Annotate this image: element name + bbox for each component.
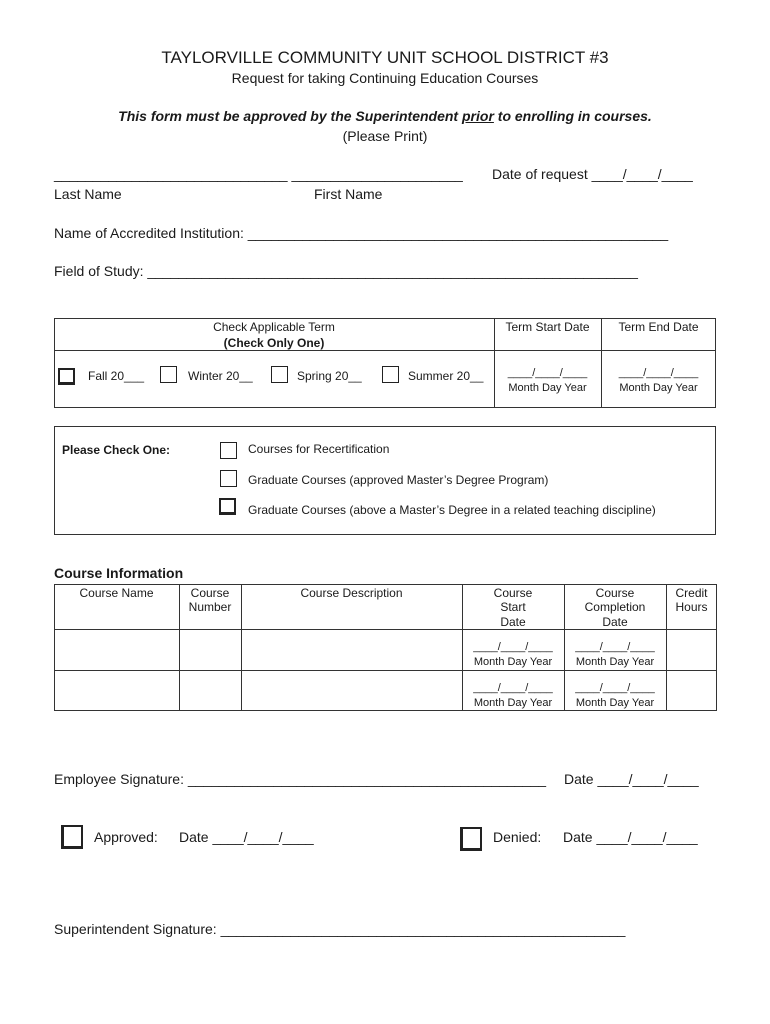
approval-notice: This form must be approved by the Superintendent prior to enrolling in courses.: [118, 108, 652, 124]
col-course-name: Course Name: [79, 586, 154, 600]
date-of-request-field[interactable]: Date of request ____/____/____: [492, 166, 693, 182]
please-check-one-label: Please Check One:: [62, 443, 171, 457]
print-note: (Please Print): [342, 128, 428, 144]
spring-label: Spring 20__: [297, 369, 362, 383]
fall-checkbox[interactable]: [58, 368, 75, 385]
graduate-masters-label: Graduate Courses (approved Master’s Degree Program): [248, 473, 549, 487]
winter-checkbox[interactable]: [160, 366, 177, 383]
term-end-date-caption: Month Day Year: [619, 382, 698, 394]
institution-field[interactable]: Name of Accredited Institution: ______________________________________________________: [54, 225, 669, 241]
graduate-above-masters-checkbox[interactable]: [219, 498, 236, 515]
first-name-label: First Name: [314, 186, 383, 202]
approved-label: Approved:: [94, 829, 158, 845]
col-course-description: Course Description: [300, 586, 403, 600]
graduate-masters-checkbox[interactable]: [220, 470, 237, 487]
denied-checkbox[interactable]: [460, 827, 482, 851]
col-course-start-2: Start: [500, 600, 526, 614]
graduate-above-masters-label: Graduate Courses (above a Master’s Degree in a related teaching discipline): [248, 503, 656, 517]
col-course-number-1: Course: [190, 586, 230, 600]
course-completion-date-caption: Month Day Year: [575, 697, 655, 709]
col-course-completion-3: Date: [602, 615, 628, 629]
fall-label: Fall 20___: [88, 369, 145, 383]
col-course-completion-2: Completion: [584, 600, 646, 614]
denied-date-field[interactable]: Date ____/____/____: [563, 829, 698, 845]
course-start-date-field[interactable]: ____/____/____: [473, 641, 553, 653]
course-completion-date-caption: Month Day Year: [575, 656, 655, 668]
recertification-checkbox[interactable]: [220, 442, 237, 459]
approved-checkbox[interactable]: [61, 825, 83, 849]
col-credit-hours-1: Credit: [675, 586, 708, 600]
course-table-col: [241, 584, 242, 711]
form-subtitle: Request for taking Continuing Education Courses: [231, 70, 539, 86]
superintendent-signature-field[interactable]: Superintendent Signature: ____________________________________________________: [54, 921, 626, 937]
approved-date-field[interactable]: Date ____/____/____: [179, 829, 314, 845]
col-course-start-3: Date: [500, 615, 526, 629]
denied-label: Denied:: [493, 829, 542, 845]
employee-date-field[interactable]: Date ____/____/____: [564, 771, 699, 787]
course-start-date-field[interactable]: ____/____/____: [473, 682, 553, 694]
field-of-study-field[interactable]: Field of Study: _______________________________________________________________: [54, 263, 638, 279]
summer-label: Summer 20__: [408, 369, 484, 383]
col-course-completion-1: Course: [595, 586, 635, 600]
col-course-start-1: Course: [493, 586, 533, 600]
recertification-label: Courses for Recertification: [248, 442, 390, 456]
last-name-label: Last Name: [54, 186, 122, 202]
form-title: TAYLORVILLE COMMUNITY UNIT SCHOOL DISTRICT #3: [161, 48, 609, 67]
winter-label: Winter 20__: [188, 369, 253, 383]
col-course-number-2: Number: [188, 600, 232, 614]
employee-signature-field[interactable]: Employee Signature: ______________________________________________: [54, 771, 547, 787]
term-end-header: Term End Date: [618, 320, 699, 334]
course-start-date-caption: Month Day Year: [473, 656, 553, 668]
course-start-date-caption: Month Day Year: [473, 697, 553, 709]
spring-checkbox[interactable]: [271, 366, 288, 383]
term-start-date-field[interactable]: ____/____/____: [507, 367, 588, 379]
course-completion-date-field[interactable]: ____/____/____: [575, 682, 655, 694]
term-start-date-caption: Month Day Year: [508, 382, 587, 394]
check-only-one-label: (Check Only One): [223, 336, 325, 350]
course-information-heading: Course Information: [54, 565, 184, 581]
term-end-date-field[interactable]: ____/____/____: [618, 367, 699, 379]
col-credit-hours-2: Hours: [675, 600, 708, 614]
course-table-row-divider: [54, 629, 717, 630]
term-start-header: Term Start Date: [505, 320, 590, 334]
name-fields[interactable]: ______________________________ ______________________: [54, 166, 463, 182]
summer-checkbox[interactable]: [382, 366, 399, 383]
course-table-row-divider: [54, 670, 717, 671]
term-table-divider: [54, 350, 716, 351]
check-term-label: Check Applicable Term: [213, 320, 335, 334]
course-completion-date-field[interactable]: ____/____/____: [575, 641, 655, 653]
